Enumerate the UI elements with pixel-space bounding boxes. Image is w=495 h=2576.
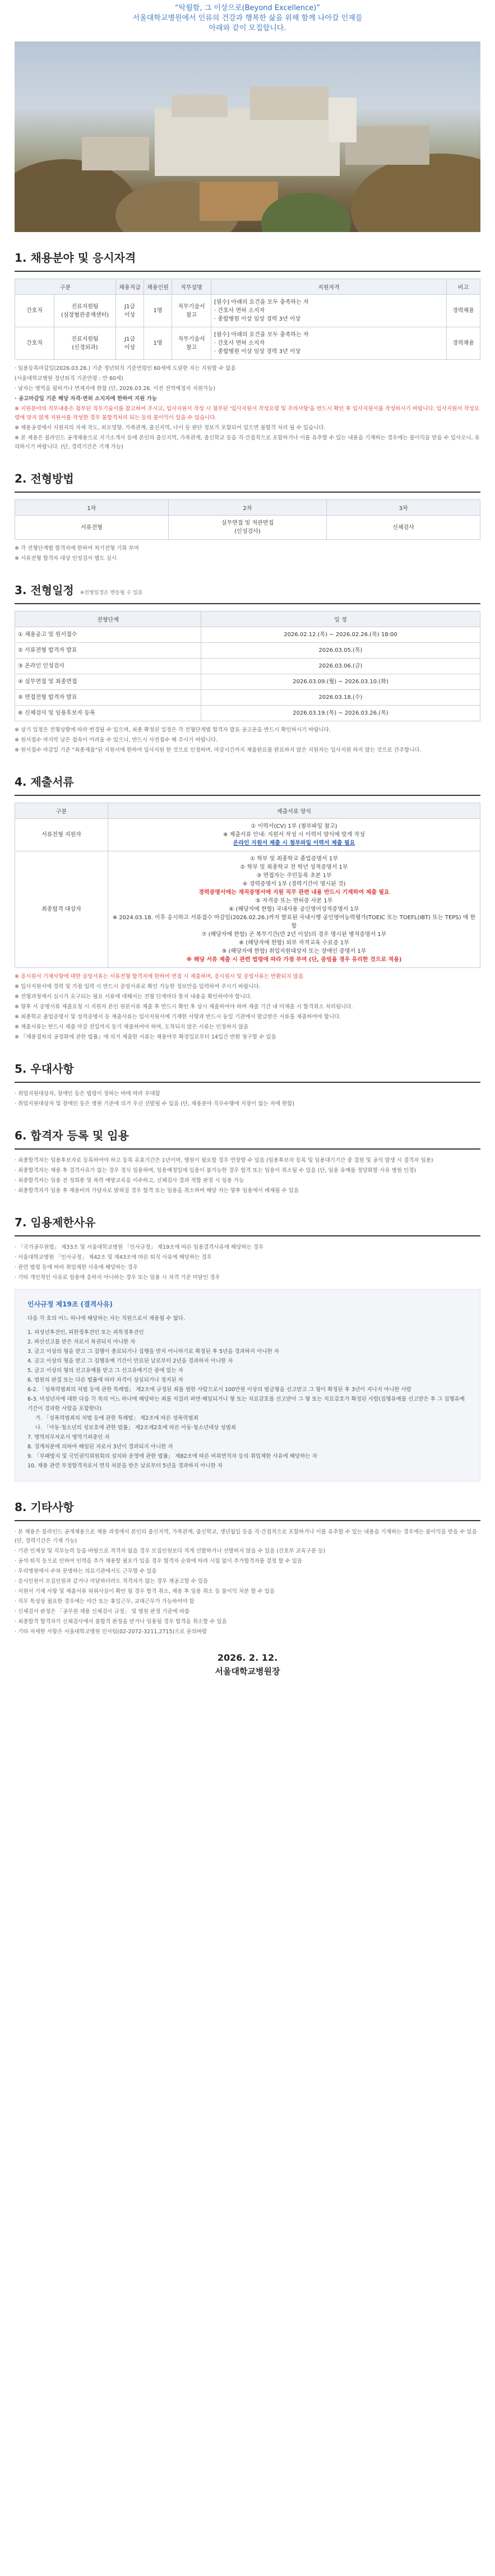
header-stage-1: 1차	[15, 500, 169, 516]
note-line: · 최종합격자는 임용 전 성희롱 및 폭력 예방교육을 이수하고, 신체검사 결과 적합 판정 시 임용 가능	[15, 1178, 244, 1184]
cell-date: 2026.03.09.(월) ~ 2026.03.10.(화)	[201, 674, 480, 690]
header-stage-2: 2차	[168, 500, 326, 516]
footer	[15, 1638, 480, 1694]
disqualification-box	[15, 1289, 480, 1481]
note-line: ※ 채용공정에서 지원자의 자세 작도, 외모영향, 가족관계, 출신지역, 나이 등 판단 정보가 포함되어 있으면 불합격 처리 될 수 있습니다.	[15, 425, 326, 431]
cell-date: 2026.03.06.(금)	[201, 659, 480, 674]
doc-item: ⑦ (해당자에 한함) 군 복무기간(만 2년 이상)의 경우 명시된 병적증명서 1부	[201, 932, 387, 938]
cell-step: ① 채용공고 및 원서접수	[15, 627, 201, 643]
doc-item: ③ 면접자는 주민등록 초본 1부	[256, 873, 332, 879]
cell-date: 2026.03.05.(목)	[201, 643, 480, 659]
table-row	[15, 627, 480, 643]
box-item: 가. 「성폭력범죄의 처벌 등에 관한 특례법」 제2조에 따른 성폭력범죄	[35, 1415, 198, 1421]
section-1-notes	[15, 364, 480, 452]
note-line: ※ 원서접수 마감일 기준 "최종제출"된 지원서에 한하여 입사지원 한 것으로 인정하며, 마감시간까지 제출완료를 완료하지 않은 지원자는 입사지원 하지 않는 것으로 간주합니다.	[15, 747, 422, 753]
section-2-title: 2. 전형방법	[15, 453, 480, 493]
table-row	[15, 851, 480, 968]
note-line: ※ 최종학교 졸업증명서 및 성적증명서 등 제출서류는 입사지원서에 기재한 사항과 반드시 동일 기관에서 발급받은 서류를 제출하여야 합니다.	[15, 1014, 341, 1020]
header-stage-3: 3차	[327, 500, 480, 516]
header-step: 전형단계	[15, 611, 201, 627]
note-line: ※ 응시원서 기재사항에 대한 증빙서류는 서류전형 합격자에 한하여 면접 시 제출하며, 응시원서 및 증빙서류는 반환되지 않음	[15, 974, 304, 980]
box-item: 6. 법원의 판결 또는 다른 법률에 따라 자격이 상실되거나 정지된 자	[27, 1377, 183, 1383]
table-row	[15, 706, 480, 721]
table-row	[15, 295, 480, 327]
qual-line: [필수] 아래의 요건을 모두 충족하는 자	[214, 332, 309, 338]
announcement-date: 2026. 2. 12.	[217, 1652, 278, 1663]
box-item: 6-2. 「성폭력범죄의 처벌 등에 관한 특례법」 제2조에 규정된 죄를 범한 사람으로서 100만원 이상의 벌금형을 선고받고 그 형이 확정된 후 3년이 지나지 아니한 사람	[27, 1387, 411, 1393]
hospital-aerial-photo	[15, 41, 480, 232]
note-line: · 공석·퇴직 등으로 인하여 인력을 추가 채용할 필요가 있을 경우 합격자 순위에 따라 시험 없이 추가합격자를 결정 할 수 있음	[15, 1558, 303, 1564]
section-8-notes	[15, 1528, 480, 1637]
box-item: 4. 금고 이상의 형을 받고 그 집행유예 기간이 만료된 날로부터 2년을 경과하지 아니한 자	[27, 1358, 233, 1364]
section-4-title: 4. 제출서류	[15, 756, 480, 796]
qual-line: · 간호사 면허 소지자	[214, 308, 265, 314]
cell-step: ⑤ 면접전형 합격자 발표	[15, 690, 201, 706]
section-4-notes	[15, 972, 480, 1042]
qual-line: · 종합병원 이상 임상 경력 3년 이상	[214, 349, 301, 355]
box-item: 5. 금고 이상의 형의 선고유예를 받고 그 선고유예기간 중에 있는 자	[27, 1368, 183, 1374]
cell-quals	[211, 295, 447, 327]
qual-line: · 간호사 면허 소지자	[214, 340, 265, 346]
cell-doc-category: 최종합격 대상자	[15, 851, 108, 968]
note-line: · 최종합격자는 임용후보자로 등록하여야 하고 등록 유효기간은 1년이며, 병원이 필요할 경우 연장할 수 있음 (임용후보자 등록 및 임용대기기간 중 결원 및 공석 발생 시 결격자 임용)	[15, 1157, 433, 1164]
section-3-title-note: ※전형일정은 변동될 수 있음	[80, 590, 143, 596]
intro-slogan: “탁월함, 그 이상으로(Beyond Excellence)”	[174, 4, 321, 12]
box-item: 8. 징계처분에 의하여 해임된 자로서 3년이 경과되지 아니한 자	[27, 1444, 173, 1450]
cell-doc-items	[108, 819, 480, 851]
box-item: 3. 금고 이상의 형을 받고 그 집행이 종료되거나 집행을 받지 아니하기로 확정된 후 5년을 경과하지 아니한 자	[27, 1349, 279, 1355]
doc-item: ④ 경력증명서 1부 (경력기간이 명시된 것)	[242, 881, 346, 887]
note-line: · 신체검사 판정은 「공무원 채용 신체검사 규정」 및 병원 판정 기준에 따름	[15, 1609, 190, 1615]
doc-item: 경력증명서에는 재직증명서에 지원 직무 관련 내용 반드시 기재하여 제출 필요	[198, 889, 390, 896]
box-item: 9. 「부패방지 및 국민권익위원회의 설치와 운영에 관한 법률」 제82조에 따른 비위면직자 등의 취업제한 사유에 해당하는 자	[27, 1453, 317, 1460]
note-line: ※ 전형과정에서 실시가 요구되는 필요 서류에 대해서는 전형 단계마다 통지 내용을 확인하여야 합니다.	[15, 994, 252, 1000]
note-line: ※ 입사지원서에 경력 및 가점 입력 시 반드시 증빙서류로 확인 가능한 정보만을 입력하여 주시기 바랍니다.	[15, 984, 261, 990]
doc-item: ① 학부 및 최종학교 졸업증명서 1부	[250, 856, 338, 862]
box-item: 7. 병역의무자로서 병역기피중인 자	[27, 1434, 110, 1440]
header-date: 일 정	[201, 611, 480, 627]
box-item: 6-3. 미성년자에 대한 다음 각 목의 어느 하나에 해당하는 죄를 저질러 파면·해임되거나 형 또는 치료감호를 선고받아 그 형 또는 치료감호가 확정된 사람(집행유예를 선고받은 후 그 집행유예기간이 경과한 사람을 포함한다)	[27, 1396, 465, 1412]
doc-item: ① 이력서(CV) 1부 (첨부파일 참고)	[251, 823, 337, 830]
header-doc-forms: 제출서류 양식	[108, 803, 480, 819]
doc-item: ⑧ (해당자에 한함) 외부 자격교육 수료증 1부	[239, 940, 349, 946]
documents-table	[15, 803, 480, 968]
intro-line-2: 서울대학교병원에서 인류의 건강과 행복한 삶을 위해 함께 나아갈 인재를	[132, 14, 363, 22]
header-note: 비고	[447, 279, 480, 295]
table-row	[15, 659, 480, 674]
header-desc: 직무설명	[172, 279, 211, 295]
note-line: · 취업지원대상자, 장애인 등은 법령이 정하는 바에 따라 우대함	[15, 1091, 160, 1097]
note-line: · 기타 개인적인 사유로 임용에 응하지 아니하는 경우 또는 임용 시 자격 기준 미달인 경우	[15, 1275, 220, 1281]
section-1-title: 1. 채용분야 및 응시자격	[15, 232, 480, 272]
cell-department: 진료지원팀 (심장혈관중재센터)	[54, 295, 116, 327]
cell-department: 진료지원팀 (신경외과)	[54, 327, 116, 360]
header-grade: 채용직급	[116, 279, 144, 295]
cell-step: ② 서류전형 합격자 발표	[15, 643, 201, 659]
box-item: 10. 채용 관련 부정합격자로서 면직 처분을 받은 날로부터 5년을 경과하지 아니한 자	[27, 1463, 223, 1469]
box-title: 인사규정 제19조 (결격사유)	[27, 1300, 113, 1308]
table-row	[15, 643, 480, 659]
cell-count: 1명	[144, 327, 172, 360]
note-line: · 직무 특성상 필요한 경우에는 야간 또는 휴일근무, 교대근무가 가능하여야 함	[15, 1599, 195, 1605]
cell-stage-3: 신체검사	[327, 516, 480, 540]
table-row	[15, 690, 480, 706]
issuer: 서울대학교병원장	[215, 1666, 280, 1676]
doc-item: ※ 2024.03.18. 이후 응시하고 서류접수 마감일(2026.02.26.)까지 발표된 국내시행 공인영어능력평가(TOEIC 또는 TOEFL(IBT) 또는 TEPS) 에 한함	[112, 915, 476, 929]
note-line: · 서울대학교병원 「인사규정」 제42조 및 제43조에 따른 퇴직 사유에 해당하는 경우	[15, 1254, 212, 1261]
header-quals: 지원자격	[211, 279, 447, 295]
box-item: 2. 파산선고를 받은 자로서 복권되지 아니한 자	[27, 1339, 136, 1345]
section-2-notes	[15, 544, 480, 563]
cell-count: 1명	[144, 295, 172, 327]
cell-date: 2026.03.18.(수)	[201, 690, 480, 706]
section-3-notes	[15, 726, 480, 755]
cell-doc-category: 서류전형 지원자	[15, 819, 108, 851]
section-8-title: 8. 기타사항	[15, 1481, 480, 1521]
note-line: ※ 향후 서 증명서류 제출요청 시 지원자 본인 원본서류 제출 후 반드시 확인 후 상시 제출하여야 하며 제출 기간 내 미제출 시 합격취소 처리됩니다.	[15, 1004, 353, 1010]
note-line: · 관련 법령 등에 따라 취업제한 사유에 해당하는 경우	[15, 1264, 138, 1271]
section-7-title: 7. 임용제한사유	[15, 1197, 480, 1236]
note-line: · 응시인원이 모집인원과 같거나 미달하더라도 적격자가 없는 경우 재공고할 수 있음	[15, 1578, 209, 1584]
cell-step: ④ 실무면접 및 최종면접	[15, 674, 201, 690]
note-line: · 우리병원에서 수차 문명하는 의료기관에서도 근무할 수 있음	[15, 1568, 157, 1574]
note-line: (서울대학교병원 정년퇴직 기준연령 : 만 60세)	[15, 376, 123, 382]
note-line: · 「국가공무원법」 제33조 및 서울대학교병원 「인사규정」 제19조에 따른 임용결격사유에 해당하는 경우	[15, 1244, 264, 1250]
section-3-title	[15, 564, 480, 604]
doc-item: ⑥ (해당자에 한함) 국내사용 공인영어성적증명서 1부	[229, 906, 359, 912]
note-line: · 기타 자세한 사항은 서울대학교병원 인사팀(02-2072-3211,2715)으로 문의바람	[15, 1629, 207, 1635]
header-count: 채용인원	[144, 279, 172, 295]
cell-grade: J1급 이상	[116, 295, 144, 327]
section-5-notes	[15, 1090, 480, 1109]
cell-grade: J1급 이상	[116, 327, 144, 360]
table-row	[15, 674, 480, 690]
recruitment-fields-table	[15, 279, 480, 360]
cell-category: 간호직	[15, 327, 54, 360]
note-line: ※ 서류전형 합격자 대상 인성검사 별도 실시	[15, 555, 117, 562]
cell-doc-items	[108, 851, 480, 968]
note-line: · 본 채용은 블라인드 공개채용으로 채용 과정에서 본인의 출신지역, 가족관계, 출신학교, 생년월일 등을 직·간접적으로 포함하거나 이를 유추할 수 있는 내용을 기재하는 경우에는 불이익을 받을 수 있음 (단, 경력기간은 기재 가능)	[15, 1529, 477, 1544]
table-row	[15, 819, 480, 851]
table-row	[15, 516, 480, 540]
cell-desc: 직무기술서 참고	[172, 327, 211, 360]
note-line: · 남자는 병역을 필하거나 면제자에 한함 (단, 2026.03.26. 이전 전역예정자 지원가능)	[15, 386, 216, 392]
note-line: · 임용등록마감일(2026.03.26.) 기준 정년퇴직 기준연령인 60세에 도달한 자는 지원할 수 없음	[15, 365, 236, 372]
section-7-notes	[15, 1243, 480, 1282]
section-6-title: 6. 합격자 등록 및 임용	[15, 1110, 480, 1150]
note-line: ※ 각 전형단계별 합격자에 한하여 차기전형 기회 부여	[15, 545, 139, 552]
cell-stage-2: 실무면접 및 적관면접 (인성검사)	[168, 516, 326, 540]
note-line: ※ 『채용절차의 공정화에 관한 법률』에 의거 제출한 서류는 채용여부 확정일로부터 14일간 반환 청구할 수 있음	[15, 1034, 276, 1040]
note-line: ※ 원서접수 마지막 날은 접속이 어려울 수 있으니, 반드시 사전접수 해 주시기 바랍니다.	[15, 737, 218, 743]
note-line: · 취업지원대상자 및 장애인 등은 병원 기준에 의거 우선 선발될 수 있음 (단, 채용분야 직무수행에 지장이 없는 자에 한함)	[15, 1101, 295, 1107]
intro-line-3: 아래와 같이 모집합니다.	[209, 24, 286, 33]
doc-item: ※ 제출서류 안내: 지원서 작성 시 이력서 양식에 맞게 작성	[223, 832, 365, 838]
note-line: ※ 본 채용은 블라인드 공개채용으로 지기소개서 등에 본인의 출신지역, 가족관계, 출신학교 등을 직·간접적으로 포함하거나 이를 유추할 수 있는 내용을 기재하는 경우에는 불이익을 받을 수 있사오니, 유의하시기 바랍니다. (단, 경력기간은 기재 가능)	[15, 435, 480, 450]
header-doc-category: 구분	[15, 803, 108, 819]
qual-line: [필수] 아래의 요건을 모두 충족하는 자	[214, 299, 309, 305]
note-line: ※ 제출서류는 반드시 제출 마감 전일까지 등기 제출하여야 하며, 도착되지 않은 서류는 인정하지 않음	[15, 1024, 249, 1030]
section-6-notes	[15, 1156, 480, 1196]
cell-step: ⑥ 신체검사 및 임용후보자 등록	[15, 706, 201, 721]
cell-stage-1: 서류전형	[15, 516, 169, 540]
header-category: 구분	[15, 279, 116, 295]
cell-date: 2026.02.12.(목) ~ 2026.02.26.(목) 18:00	[201, 627, 480, 643]
box-item: 1. 피성년후견인, 피한정후견인 또는 피특정후견인	[27, 1329, 144, 1336]
selection-method-table	[15, 499, 480, 540]
note-line: · 지원서 기재 사항 및 제출서류 허위사실이 확인 될 경우 합격 취소, 채용 후 임용 취소 등 불이익 처분 할 수 있음	[15, 1588, 275, 1595]
note-line: · 기관 인재상 및 직무능력 등을 바탕으로 적격자 없을 경우 모집인원보다 적게 선발하거나 선발하지 않을 수 있음 (간호부 교육구분 등)	[15, 1548, 326, 1554]
cell-step: ③ 온라인 인성검사	[15, 659, 201, 674]
doc-item: 온라인 지원서 제출 시 첨부파일 이력서 제출 필요	[233, 840, 355, 846]
section-3-title-text: 3. 전형일정	[15, 583, 74, 597]
note-line: ※ 상기 일정은 전형상황에 따라 변경될 수 있으며, 최종 확정된 일정은 각 전형단계별 합격자 발표 공고문을 반드시 확인하시기 바랍니다.	[15, 727, 331, 733]
cell-quals	[211, 327, 447, 360]
cell-desc: 직무기술서 참고	[172, 295, 211, 327]
cell-note: 경력채용	[447, 327, 480, 360]
doc-item: ⑨ (해당자에 한함) 취업지원대상자 또는 장애인 증명서 1부	[221, 948, 367, 955]
note-line: · 최종합격자는 채용 후 결격사유가 없는 경우 정식 임용하며, 임용예정일에 입용이 불가능한 경우 합격 또는 임용이 취소될 수 있음 (단, 임용 유예를 정당화할 사유 병원 인정)	[15, 1167, 417, 1174]
intro	[15, 0, 480, 34]
doc-item: ※ 해당 서류 제출 시 관련 법령에 따라 가점 부여 (단, 증빙을 경우 유리한 것으로 적용)	[186, 957, 402, 963]
cell-category: 간호직	[15, 295, 54, 327]
qual-line: · 종합병원 이상 임상 경력 3년 이상	[214, 316, 301, 322]
note-line: · 최종합격 합격자가 신체검사에서 불합격 판정을 받거나 임용될 경우 합격을 취소할 수 있음	[15, 1619, 227, 1625]
schedule-table	[15, 611, 480, 721]
doc-item: ⑤ 자격증 또는 면허증 사본 1부	[255, 898, 333, 904]
note-line: · 최종합격자가 임용 후 채용비리 가담자로 밝혀질 경우 합격 또는 임용을 취소하며 해당 자는 향후 임용에서 배제될 수 있음	[15, 1188, 299, 1194]
box-item: 나. 「아동·청소년의 성보호에 관한 법률」 제2조제2호에 따른 아동·청소년대상 성범죄	[35, 1425, 236, 1431]
note-line: · 공고마감일 기준 해당 자격·면허 소지자에 한하여 지원 가능	[15, 396, 157, 402]
note-line: ※ 지원분야의 직무내용은 첨부된 직무기술서를 참고하여 주시고, 입사지원서 작성 시 첨부된 '입사지원서 작성요령 및 주의사항'을 반드시 확인 후 입사지원서를 작성하시기 바랍니다. 입사지원서 작성요령에 맞지 않게 지원서를 작성한 경우 불합격처리 되는 등의 불이익이 있을 수 있습니다.	[15, 406, 479, 421]
cell-note: 경력채용	[447, 295, 480, 327]
cell-date: 2026.03.19.(목) ~ 2026.03.26.(목)	[201, 706, 480, 721]
box-intro: 다음 각 호의 어느 하나에 해당하는 자는 직원으로서 채용될 수 없다.	[27, 1315, 185, 1322]
table-row	[15, 327, 480, 360]
section-5-title: 5. 우대사항	[15, 1043, 480, 1083]
doc-item: ② 학부 및 최종학교 전 학년 성적증명서 1부	[240, 864, 348, 870]
